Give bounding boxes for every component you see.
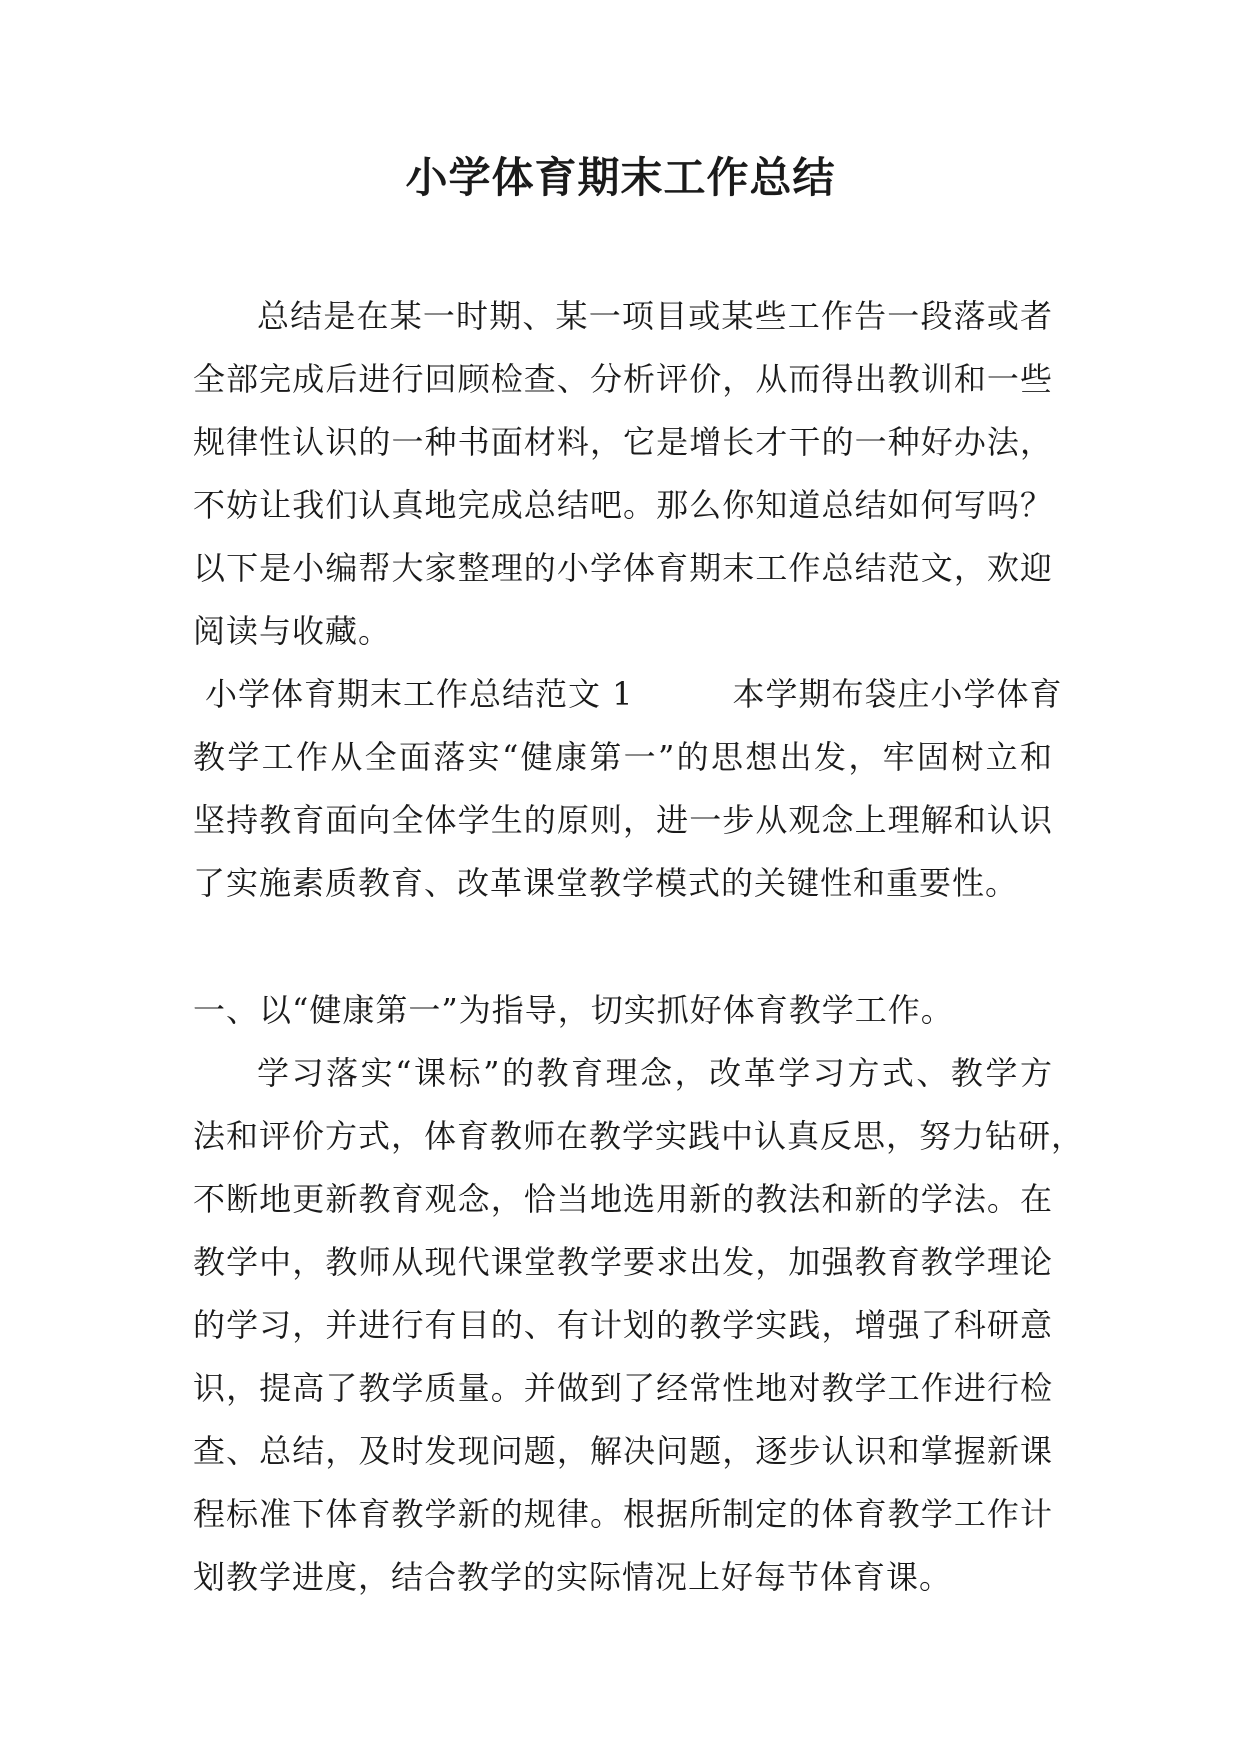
text-line: 教学工作从全面落实“健康第一”的思想出发，牢固树立和 [193, 738, 1053, 776]
text-line: 学习落实“课标”的教育理念，改革学习方式、教学方 [257, 1054, 1053, 1092]
text-line: 不断地更新教育观念，恰当地选用新的教法和新的学法。在 [193, 1180, 1053, 1218]
text-line: 划教学进度，结合教学的实际情况上好每节体育课。 [193, 1558, 953, 1596]
text-line: 了实施素质教育、改革课堂教学模式的关键性和重要性。 [193, 864, 1019, 902]
text-line: 全部完成后进行回顾检查、分析评价，从而得出教训和一些 [193, 360, 1053, 398]
text-line: 的学习，并进行有目的、有计划的教学实践，增强了科研意 [193, 1306, 1053, 1344]
text-line: 小学体育期末工作总结范文 1 本学期布袋庄小学体育 [205, 675, 1063, 713]
text-line: 教学中，教师从现代课堂教学要求出发，加强教育教学理论 [193, 1243, 1053, 1281]
text-line: 不妨让我们认真地完成总结吧。那么你知道总结如何写吗？ [193, 486, 1053, 524]
text-line: 坚持教育面向全体学生的原则，进一步从观念上理解和认识 [193, 801, 1053, 839]
section-heading: 一、以“健康第一”为指导，切实抓好体育教学工作。 [193, 991, 954, 1029]
text-line: 总结是在某一时期、某一项目或某些工作告一段落或者 [257, 297, 1053, 335]
text-line: 查、总结，及时发现问题，解决问题，逐步认识和掌握新课 [193, 1432, 1053, 1470]
text-line: 识，提高了教学质量。并做到了经常性地对教学工作进行检 [193, 1369, 1053, 1407]
document-title: 小学体育期末工作总结 [405, 153, 836, 202]
text-line: 程标准下体育教学新的规律。根据所制定的体育教学工作计 [193, 1495, 1053, 1533]
text-line: 以下是小编帮大家整理的小学体育期末工作总结范文，欢迎 [193, 549, 1053, 587]
text-line: 规律性认识的一种书面材料，它是增长才干的一种好办法， [193, 423, 1053, 461]
text-line: 阅读与收藏。 [193, 612, 392, 650]
text-line: 法和评价方式，体育教师在教学实践中认真反思，努力钻研， [193, 1117, 1085, 1155]
